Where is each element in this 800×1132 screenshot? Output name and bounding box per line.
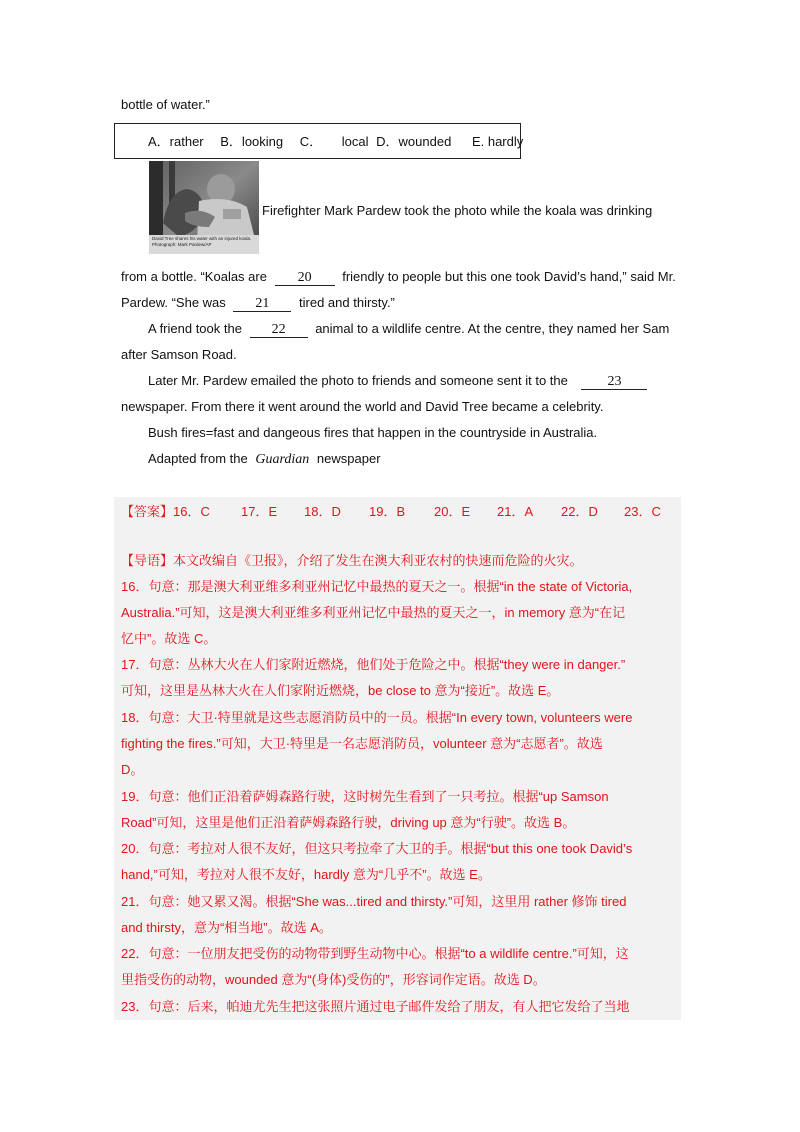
blank-23: 23: [581, 374, 647, 390]
option-d: D．wounded: [376, 134, 452, 149]
blank-21: 21: [233, 296, 291, 312]
option-c-word: local: [341, 134, 369, 149]
explanation-line: and thirsty，意为“相当地”。故选 A。: [121, 920, 332, 935]
answer-item: 18．D: [304, 504, 341, 519]
answer-item: 23．C: [624, 504, 661, 519]
passage-line: [148, 372, 647, 390]
options-box-divider: [262, 158, 520, 159]
passage-line: [121, 268, 676, 286]
koala-photo: [149, 161, 259, 254]
option-b: B．looking: [220, 134, 284, 149]
text-run: newspaper: [316, 451, 381, 466]
explanation-line: hand,”可知，考拉对人很不友好，hardly 意为“几乎不”。故选 E。: [121, 867, 491, 882]
passage-line: [121, 294, 395, 312]
text-run: Pardew. “She was: [121, 295, 226, 310]
blank-20: 20: [275, 270, 335, 286]
option-e: E. hardly: [471, 134, 524, 149]
explanation-line: 19．句意：他们正沿着萨姆森路行驶，这时树先生看到了一只考拉。根据“up Samson: [121, 789, 609, 804]
option-c: C．: [299, 134, 323, 149]
passage-line: Firefighter Mark Pardew took the photo while the koala was drinking: [262, 203, 653, 218]
text-run: animal to a wildlife centre. At the centre, they named her Sam: [315, 321, 670, 336]
passage-line: [148, 320, 669, 338]
explanation-line: Road”可知，这里是他们正沿着萨姆森路行驶，driving up 意为“行驶”。故选 B。: [121, 815, 576, 830]
photo-caption-line: David Tree shares his water with an injured koala.: [152, 236, 252, 241]
explanation-line: 【导语】本文改编自《卫报》，介绍了发生在澳大利亚农村的快速而危险的火灾。: [121, 553, 583, 568]
explanation-line: D。: [121, 762, 144, 777]
text-run: Adapted from the: [148, 451, 248, 466]
blank-22: 22: [250, 322, 308, 338]
explanation-line: 22．句意：一位朋友把受伤的动物带到野生动物中心。根据“to a wildlife centre.”可知，这: [121, 946, 629, 961]
explanation-line: Australia.”可知，这是澳大利亚维多利亚州记忆中最热的夏天之一，in memory 意为“在记: [121, 605, 626, 620]
answer-item: 20．E: [434, 504, 471, 519]
explanation-line: 16．句意：那是澳大利亚维多利亚州记忆中最热的夏天之一。根据“in the state of Victoria,: [121, 579, 633, 594]
explanation-line: 忆中”。故选 C。: [121, 631, 217, 646]
text-run: from a bottle. “Koalas are: [121, 269, 267, 284]
explanation-line: 23．句意：后来，帕迪尤先生把这张照片通过电子邮件发给了朋友，有人把它发给了当地: [121, 999, 630, 1014]
answer-item: 21．A: [497, 504, 534, 519]
source-title: Guardian: [255, 452, 310, 467]
passage-line: bottle of water.”: [121, 97, 210, 112]
text-run: Later Mr. Pardew emailed the photo to friends and someone sent it to the: [148, 373, 568, 388]
explanation-line: 21．句意：她又累又渴。根据“She was...tired and thirsty.”可知，这里用 rather 修饰 tired: [121, 894, 627, 909]
explanation-line: 可知，这里是丛林大火在人们家附近燃烧，be close to 意为“接近”。故选 E。: [121, 683, 560, 698]
source-line: [148, 450, 381, 469]
options-list: [148, 131, 536, 150]
text-run: friendly to people but this one took David’s hand,” said Mr.: [342, 269, 676, 284]
passage-line: after Samson Road.: [121, 347, 237, 362]
answer-item: 17．E: [241, 504, 278, 519]
answer-item: 19．B: [369, 504, 406, 519]
explanation-line: 20．句意：考拉对人很不友好，但这只考拉牵了大卫的手。根据“but this one took David’s: [121, 841, 633, 856]
photo-credit-line: Photograph: Mark Pardew/AP: [152, 242, 212, 247]
passage-line: Bush fires=fast and dangeous fires that happen in the countryside in Australia.: [148, 425, 598, 440]
explanation-line: 17．句意：丛林大火在人们家附近燃烧，他们处于危险之中。根据“they were in danger.”: [121, 657, 626, 672]
option-a: A．rather: [148, 134, 204, 149]
explanation-line: 18．句意：大卫·特里就是这些志愿消防员中的一员。根据“In every town, volunteers were: [121, 710, 633, 725]
text-run: A friend took the: [148, 321, 242, 336]
passage-line: newspaper. From there it went around the world and David Tree became a celebrity.: [121, 399, 604, 414]
explanation-line: 里指受伤的动物，wounded 意为“(身体)受伤的”，形容词作定语。故选 D。: [121, 972, 546, 987]
answer-item: 22．D: [561, 504, 598, 519]
answer-panel: [114, 497, 681, 1020]
text-run: tired and thirsty.”: [299, 295, 395, 310]
answer-label: 【答案】16．C: [121, 504, 210, 519]
explanation-line: fighting the fires.”可知，大卫·特里是一名志愿消防员，volunteer 意为“志愿者”。故选: [121, 736, 603, 751]
options-box-divider: [114, 158, 262, 159]
